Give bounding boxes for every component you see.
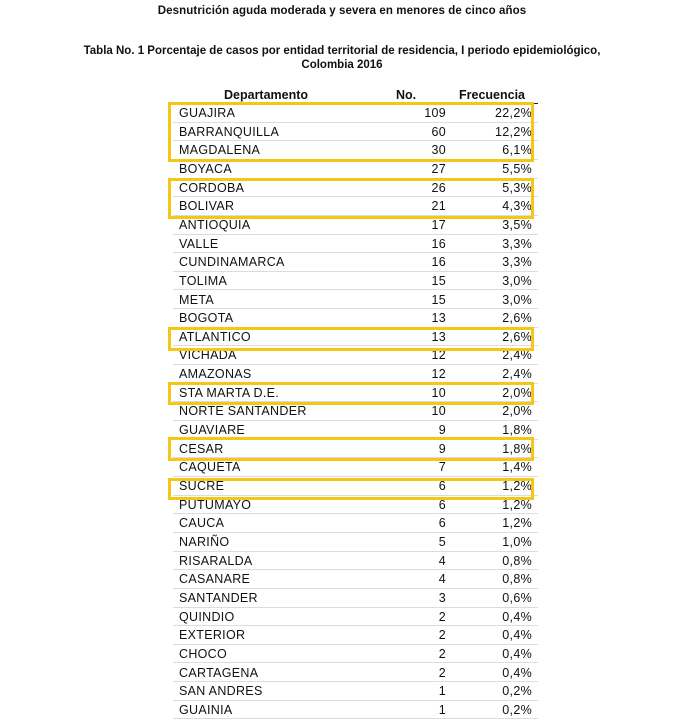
cell-frecuencia: 3,5% [502,217,532,232]
table-caption-line-2: Colombia 2016 [301,59,383,71]
cell-departamento: VICHADA [179,348,237,363]
cell-frecuencia: 1,2% [502,479,532,493]
cell-no: 16 [431,255,446,270]
cell-departamento: SUCRE [179,479,225,493]
table-row [173,291,538,310]
cell-departamento: MAGDALENA [179,143,261,158]
cell-frecuencia: 0,8% [502,553,532,568]
cell-frecuencia: 5,5% [502,161,532,176]
cell-departamento: BOGOTA [179,311,234,326]
table-row [173,514,538,533]
cell-departamento: RISARALDA [179,553,253,568]
cell-no: 2 [438,609,446,624]
cell-no: 6 [438,497,446,512]
highlight-box-sta-marta [168,382,534,405]
table-caption-line-1: Tabla No. 1 Porcentaje de casos por entidad territorial de residencia, I periodo epidemiológico, [83,45,601,57]
cell-frecuencia: 3,0% [502,273,532,288]
cell-departamento: PUTUMAYO [179,497,252,512]
cell-departamento: NARIÑO [179,534,230,549]
table-row [173,253,538,272]
table-row [173,235,538,254]
cell-no: 10 [431,404,446,419]
cell-no: 17 [431,217,446,232]
highlight-box-sucre [168,478,534,500]
cell-frecuencia: 1,8% [502,441,532,456]
cell-frecuencia: 12,2% [495,124,532,139]
table-row [173,552,538,571]
cell-departamento: TOLIMA [179,273,228,288]
cell-frecuencia: 0,2% [502,684,532,699]
table-row [173,589,538,608]
cell-no: 2 [438,628,446,643]
cell-no: 15 [431,292,446,307]
cell-frecuencia: 2,0% [502,385,532,400]
cell-departamento: CAUCA [179,516,225,531]
cell-departamento: CORDOBA [179,180,245,195]
table-row [173,682,538,701]
cell-departamento: AMAZONAS [179,367,252,382]
cell-frecuencia: 1,2% [502,497,532,512]
cell-frecuencia: 6,1% [502,143,532,158]
cell-departamento: GUAJIRA [179,106,236,120]
cell-no: 13 [431,311,446,326]
cell-departamento: CESAR [179,441,224,456]
table-row [173,402,538,421]
header-frecuencia: Frecuencia [459,88,526,102]
document-title: Desnutrición aguda moderada y severa en menores de cinco años [157,5,527,17]
cell-departamento: SAN ANDRES [179,684,263,699]
cell-frecuencia: 0,4% [502,665,532,680]
cell-frecuencia: 0,8% [502,572,532,587]
cell-frecuencia: 4,3% [502,199,532,214]
cell-frecuencia: 1,8% [502,423,532,438]
cell-no: 4 [438,553,446,568]
cell-frecuencia: 3,0% [502,292,532,307]
cell-frecuencia: 3,3% [502,236,532,251]
cell-no: 30 [431,143,446,158]
cell-no: 6 [438,516,446,531]
cell-no: 21 [431,199,446,214]
table-row [173,645,538,664]
cell-no: 10 [431,385,446,400]
cell-no: 2 [438,665,446,680]
cell-frecuencia: 0,4% [502,646,532,661]
highlight-box-atlantico [168,327,534,351]
row-divider [173,718,538,719]
cell-departamento: CAQUETA [179,460,241,475]
cell-frecuencia: 2,6% [502,329,532,344]
cell-no: 9 [438,423,446,438]
cell-departamento: BOLIVAR [179,199,235,214]
cell-no: 4 [438,572,446,587]
cell-frecuencia: 3,3% [502,255,532,270]
cell-no: 7 [438,460,446,475]
cell-no: 6 [438,479,446,493]
cell-no: 27 [431,161,446,176]
cell-frecuencia: 2,4% [502,367,532,382]
cell-frecuencia: 2,4% [502,348,532,363]
cell-departamento: GUAVIARE [179,423,246,438]
cell-no: 109 [424,106,446,120]
table-row [173,458,538,477]
cell-no: 13 [431,329,446,344]
cell-frecuencia: 1,0% [502,534,532,549]
header-no: No. [396,88,417,102]
cell-frecuencia: 2,6% [502,311,532,326]
header-departamento: Departamento [224,88,309,102]
table-row [173,608,538,627]
table-row [173,533,538,552]
cell-departamento: GUAINIA [179,702,233,717]
cell-departamento: META [179,292,214,307]
table-row [173,160,538,179]
table-row [173,272,538,291]
cell-no: 1 [438,702,446,717]
table-row [173,365,538,384]
table-row [173,309,538,328]
cell-departamento: CASANARE [179,572,251,587]
cell-no: 2 [438,646,446,661]
cell-departamento: SANTANDER [179,590,258,605]
cell-no: 16 [431,236,446,251]
cell-departamento: BOYACA [179,161,232,176]
table-row [173,570,538,589]
cell-no: 3 [438,590,446,605]
cell-departamento: ANTIOQUIA [179,217,251,232]
highlight-box-cesar [168,437,534,461]
cell-departamento: STA MARTA D.E. [179,385,280,400]
highlight-box-cordoba-bolivar [168,178,534,219]
cell-departamento: BARRANQUILLA [179,124,280,139]
cell-no: 60 [431,124,446,139]
cell-no: 1 [438,684,446,699]
table-row [173,626,538,645]
cell-departamento: EXTERIOR [179,628,246,643]
cell-no: 15 [431,273,446,288]
highlight-box-top-three [168,102,534,162]
cell-departamento: CHOCO [179,646,228,661]
cell-frecuencia: 0,4% [502,628,532,643]
table-row [173,701,538,720]
table-row [173,664,538,683]
cell-no: 5 [438,534,446,549]
cell-frecuencia: 1,4% [502,460,532,475]
cell-frecuencia: 22,2% [495,106,532,120]
cell-frecuencia: 0,6% [502,590,532,605]
cell-departamento: CUNDINAMARCA [179,255,285,270]
cell-departamento: QUINDIO [179,609,235,624]
cell-frecuencia: 0,4% [502,609,532,624]
cell-no: 12 [431,348,446,363]
cell-departamento: VALLE [179,236,219,251]
cell-no: 12 [431,367,446,382]
cell-no: 26 [431,180,446,195]
cell-no: 9 [438,441,446,456]
cell-frecuencia: 0,2% [502,702,532,717]
cell-frecuencia: 2,0% [502,404,532,419]
cell-departamento: CARTAGENA [179,665,259,680]
cell-departamento: ATLANTICO [179,329,251,344]
cell-frecuencia: 1,2% [502,516,532,531]
cell-frecuencia: 5,3% [502,180,532,195]
cell-departamento: NORTE SANTANDER [179,404,307,419]
